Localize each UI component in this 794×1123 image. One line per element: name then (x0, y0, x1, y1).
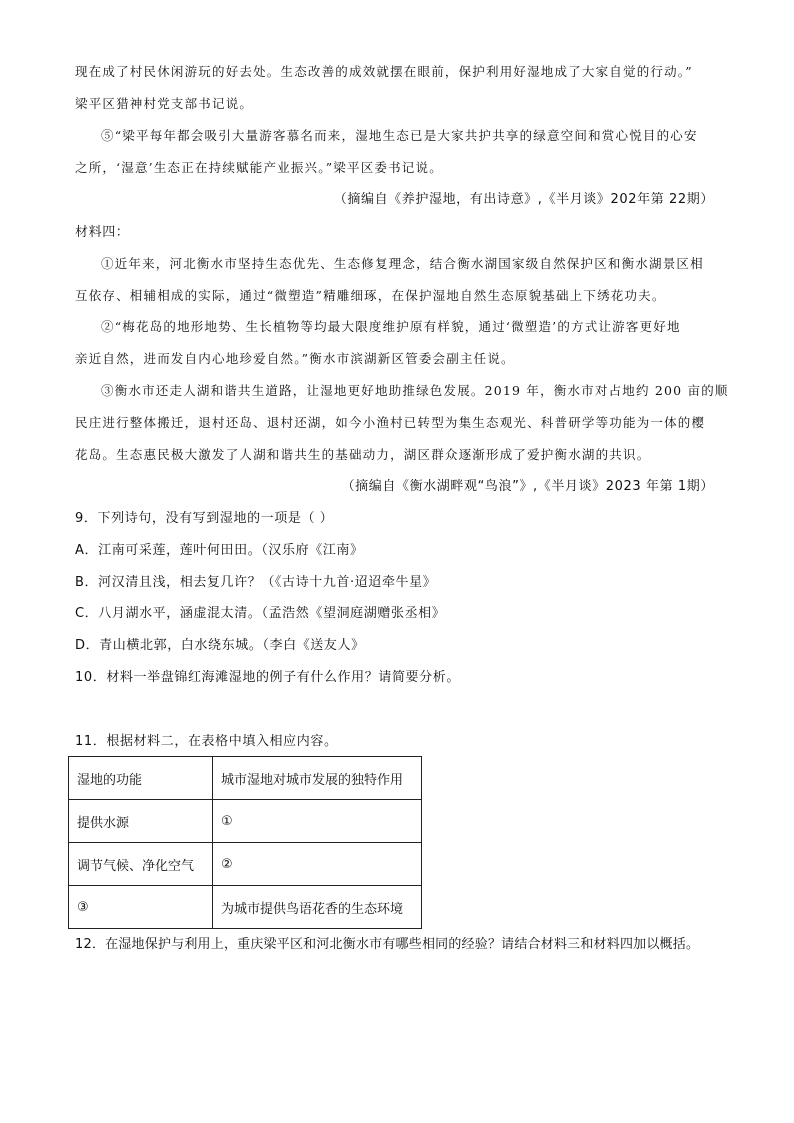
question-10-stem: 10．材料一举盘锦红海滩湿地的例子有什么作用？请简要分析。 (75, 670, 460, 685)
material4-heading: 材料四： (75, 225, 130, 240)
material3-source: （摘编自《养护湿地，有出诗意》,《半月谈》202年第 22期） (333, 192, 714, 207)
material4-paragraph-1-cont: 互依存、相辅相成的实际，通过“微塑造”精雕细琢，在保护湿地自然生态原貌基础上下绣花功夫。 (75, 288, 666, 303)
table-row (69, 886, 422, 929)
table-answer-blank[interactable]: ③ (69, 886, 213, 929)
material4-paragraph-2: ②“梅花岛的地形地势、生长植物等均最大限度维护原有样貌，通过‘微塑造’的方式让游客更好地 (101, 319, 681, 334)
question-11-stem: 11．根据材料二，在表格中填入相应内容。 (75, 734, 338, 749)
material4-paragraph-3-cont: 花岛。生态惠民极大激发了人湖和谐共生的基础动力，湖区群众逐渐形成了爱护衡水湖的共识。 (75, 447, 651, 462)
question-9-stem: 9．下列诗句，没有写到湿地的一项是（ ） (75, 511, 334, 526)
material4-paragraph-3-cont: 民庄进行整体搬迁，退村还岛、退村还湖，如今小渔村已转型为集生态观光、科普研学等功能为一体的樱 (75, 415, 706, 430)
material3-paragraph-5: ⑤“梁平每年都会吸引大量游客慕名而来，湿地生态已是大家共护共享的绿意空间和赏心悦目的心安 (101, 128, 698, 143)
material3-text-line: 现在成了村民休闲游玩的好去处。生态改善的成效就摆在眼前，保护利用好湿地成了大家自觉的行动。” (75, 64, 693, 79)
table-cell: 调节气候、净化空气 (69, 843, 213, 886)
table-header-cell: 城市湿地对城市发展的独特作用 (213, 757, 422, 800)
answer-table (68, 756, 422, 929)
material4-source: （摘编自《衡水湖畔观“鸟浪”》,《半月谈》2023 年第 1期） (341, 479, 714, 494)
question-12-stem: 12．在湿地保护与利用上，重庆梁平区和河北衡水市有哪些相同的经验？请结合材料三和材料四加以概括。 (75, 937, 700, 952)
table-cell: 为城市提供鸟语花香的生态环境 (213, 886, 422, 929)
question-9-option-a: A．江南可采莲，莲叶何田田。（汉乐府《江南》 (75, 543, 364, 558)
question-9-option-c: C．八月湖水平，涵虚混太清。（孟浩然《望洞庭湖赠张丞相》 (75, 606, 446, 621)
question-9-option-d: D．青山横北郭，白水绕东城。（李白《送友人》 (75, 638, 365, 653)
table-answer-blank[interactable]: ② (213, 843, 422, 886)
material4-paragraph-2-cont: 亲近自然，进而发自内心地珍爱自然。”衡水市滨湖新区管委会副主任说。 (75, 351, 515, 366)
table-row (69, 800, 422, 843)
material3-paragraph-5-cont: 之所，‘湿意’生态正在持续赋能产业振兴。”梁平区委书记说。 (75, 160, 443, 175)
table-cell: 提供水源 (69, 800, 213, 843)
material4-paragraph-1: ①近年来，河北衡水市坚持生态优先、生态修复理念，结合衡水湖国家级自然保护区和衡水湖景区相 (101, 256, 704, 271)
table-header-row (69, 757, 422, 800)
question-9-option-b: B．河汉清且浅，相去复几许？（《古诗十九首·迢迢牵牛星》 (75, 575, 437, 590)
material3-text-line: 梁平区猎神村党支部书记说。 (75, 96, 254, 111)
material4-paragraph-3: ③衡水市还走人湖和谐共生道路，让湿地更好地助推绿色发展。2019 年，衡水市对占地约 200 亩的顺 (101, 383, 729, 398)
table-header-cell: 湿地的功能 (69, 757, 213, 800)
table-row (69, 843, 422, 886)
table-answer-blank[interactable]: ① (213, 800, 422, 843)
